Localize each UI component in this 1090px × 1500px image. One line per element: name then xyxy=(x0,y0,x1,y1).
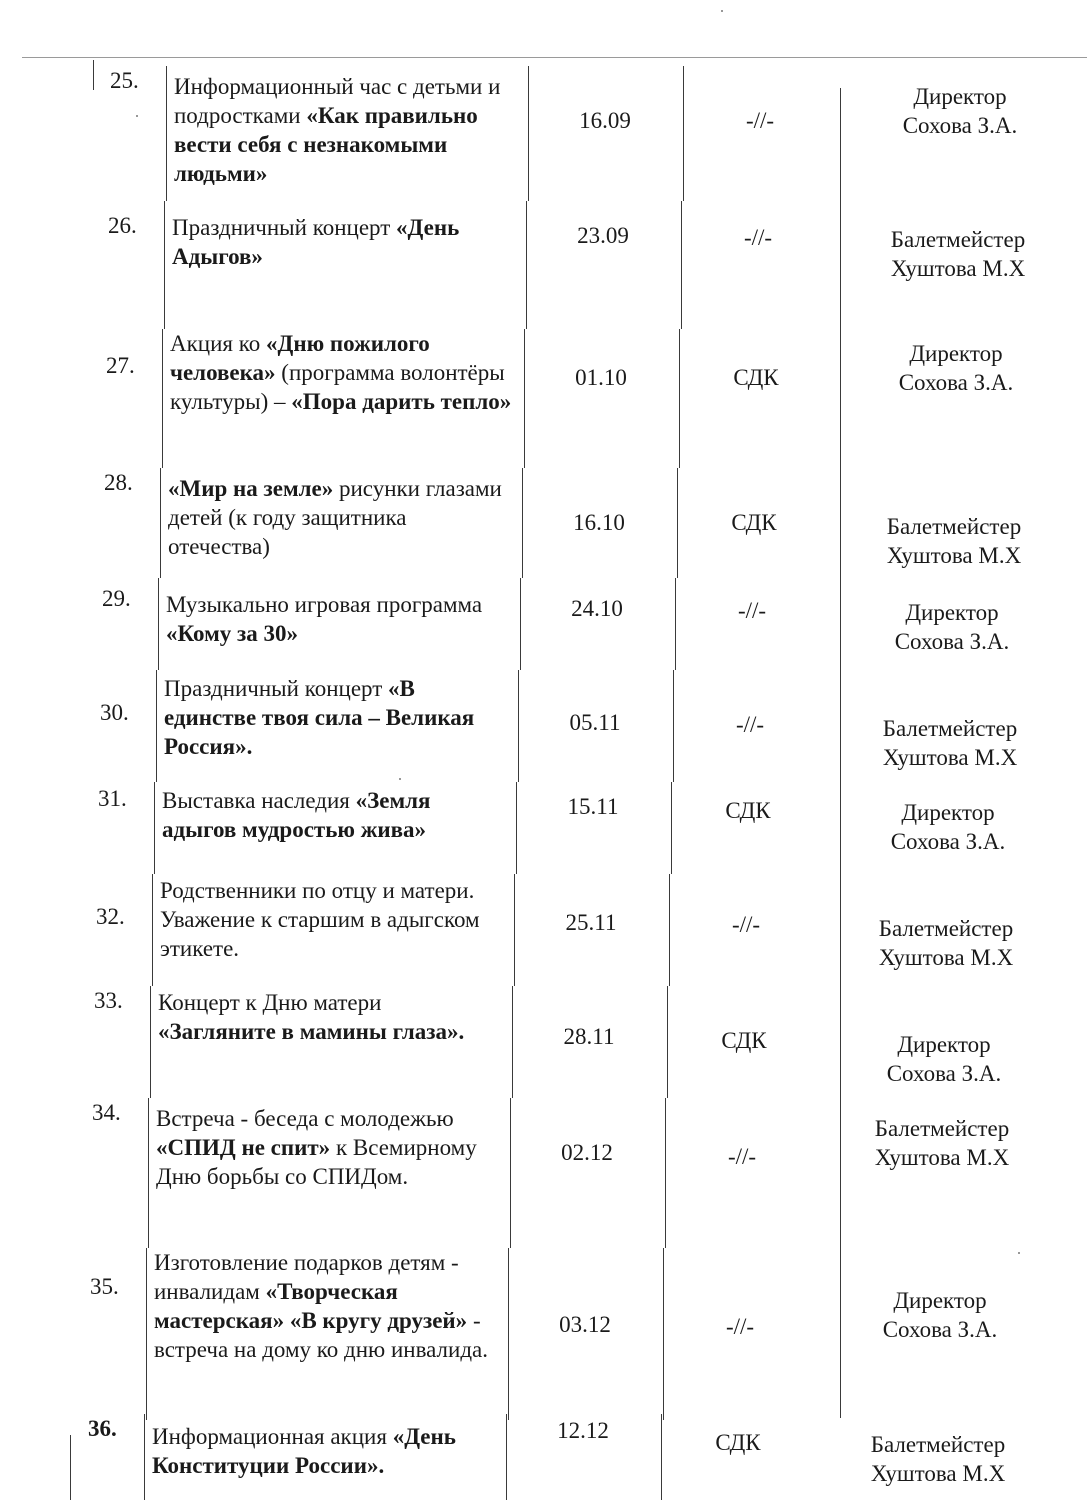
event-date: 05.11 xyxy=(569,710,621,735)
event-date: 12.12 xyxy=(557,1418,609,1443)
responsible-name: Хуштова М.Х xyxy=(882,745,1018,770)
responsible-name: Хуштова М.Х xyxy=(874,1145,1010,1170)
event-title-text: (программа волонтёры культуры) – xyxy=(170,360,505,414)
event-title-text: Праздничный концерт xyxy=(164,676,389,701)
responsible-role: Балетмейстер xyxy=(878,916,1014,941)
responsible-person xyxy=(850,714,1050,772)
responsible-name: Сохова З.А. xyxy=(894,629,1010,654)
event-date: 03.12 xyxy=(559,1312,611,1337)
row-number: 36. xyxy=(88,1416,117,1441)
column-divider xyxy=(514,874,515,986)
column-divider xyxy=(524,329,525,468)
event-title xyxy=(174,72,519,188)
event-title-text: Изготовление подарков детям - инвалидам xyxy=(154,1250,459,1304)
table-row xyxy=(0,986,1090,1098)
responsible-person xyxy=(858,225,1058,283)
row-number: 26. xyxy=(108,213,137,238)
event-title xyxy=(170,329,515,416)
responsible-person xyxy=(840,1286,1040,1344)
event-title-text: Встреча - беседа с молодежью xyxy=(156,1106,454,1131)
event-place: -//- xyxy=(737,598,767,623)
event-place: СДК xyxy=(715,1430,761,1455)
column-divider xyxy=(673,670,674,782)
event-title-bold: «В кругу друзей» xyxy=(289,1308,468,1333)
event-title-bold: «День Конституции России». xyxy=(152,1424,456,1478)
column-divider xyxy=(681,201,682,329)
column-divider xyxy=(512,986,513,1098)
column-divider xyxy=(526,201,527,329)
column-divider xyxy=(669,874,670,986)
column-divider xyxy=(160,468,161,578)
column-divider xyxy=(150,986,151,1098)
responsible-role: Директор xyxy=(913,84,1007,109)
row-number: 25. xyxy=(110,68,139,93)
event-title xyxy=(164,674,509,761)
event-title-text: Акция ко xyxy=(170,331,266,356)
event-date: 16.09 xyxy=(579,108,631,133)
responsible-role: Балетмейстер xyxy=(874,1116,1010,1141)
event-title-text: Информационная акция xyxy=(152,1424,393,1449)
event-title xyxy=(172,213,517,271)
table-row xyxy=(0,1248,1090,1420)
row-number: 29. xyxy=(102,586,131,611)
event-title-bold: «Кому за 30» xyxy=(166,621,299,646)
column-divider xyxy=(671,782,672,874)
scan-speck xyxy=(721,10,723,12)
event-title-text: Выставка наследия xyxy=(162,788,356,813)
responsible-role: Балетмейстер xyxy=(870,1432,1006,1457)
responsible-person xyxy=(860,82,1060,140)
responsible-name: Хуштова М.Х xyxy=(890,256,1026,281)
event-title-bold: «Загляните в мамины глаза». xyxy=(158,1019,465,1044)
row-number: 35. xyxy=(90,1274,119,1299)
event-title-text: Родственники по отцу и матери. Уважение к старшим в адыгском этикете. xyxy=(160,878,480,961)
responsible-name: Сохова З.А. xyxy=(886,1061,1002,1086)
responsible-role: Балетмейстер xyxy=(890,227,1026,252)
row-number: 30. xyxy=(100,700,129,725)
column-divider xyxy=(679,329,680,468)
column-divider xyxy=(164,201,165,329)
event-title xyxy=(154,1248,499,1364)
event-title xyxy=(160,876,505,963)
responsible-role: Директор xyxy=(897,1032,991,1057)
event-place: СДК xyxy=(731,510,777,535)
responsible-name: Сохова З.А. xyxy=(902,113,1018,138)
responsible-person xyxy=(852,598,1052,656)
event-date: 01.10 xyxy=(575,365,627,390)
responsible-person xyxy=(846,914,1046,972)
event-title-text: рисунки глазами детей (к году защитника отечества) xyxy=(168,476,502,559)
table-row xyxy=(0,468,1090,578)
responsible-person xyxy=(842,1114,1042,1172)
column-divider xyxy=(683,66,684,201)
event-title-bold: «Земля адыгов мудростью жива» xyxy=(162,788,431,842)
column-divider xyxy=(665,1098,666,1248)
event-place: СДК xyxy=(733,365,779,390)
column-divider xyxy=(162,329,163,468)
event-date: 02.12 xyxy=(561,1140,613,1165)
column-divider xyxy=(528,66,529,201)
event-title xyxy=(152,1422,497,1480)
responsible-role: Директор xyxy=(893,1288,987,1313)
column-divider xyxy=(516,782,517,874)
row-number: 34. xyxy=(92,1100,121,1125)
event-place: -//- xyxy=(731,912,761,937)
event-place: -//- xyxy=(735,712,765,737)
row-number: 32. xyxy=(96,904,125,929)
event-place: СДК xyxy=(721,1028,767,1053)
column-divider xyxy=(146,1248,147,1420)
event-title xyxy=(166,590,511,648)
row-number: 27. xyxy=(106,353,135,378)
responsible-name: Хуштова М.Х xyxy=(886,543,1022,568)
column-divider xyxy=(520,578,521,670)
column-divider xyxy=(156,670,157,782)
event-date: 28.11 xyxy=(563,1024,615,1049)
event-title-text: к Всемирному Дню борьбы со СПИДом. xyxy=(156,1135,477,1189)
row-number: 31. xyxy=(98,786,127,811)
table-row xyxy=(0,66,1090,201)
event-title-text: Концерт к Дню матери xyxy=(158,990,382,1015)
event-title-bold: «День Адыгов» xyxy=(172,215,460,269)
event-place: -//- xyxy=(745,108,775,133)
event-title-bold: «В единстве твоя сила – Великая Россия». xyxy=(164,676,475,759)
responsible-name: Сохова З.А. xyxy=(898,370,1014,395)
column-divider xyxy=(152,874,153,986)
responsible-name: Сохова З.А. xyxy=(890,829,1006,854)
row-number: 28. xyxy=(104,470,133,495)
event-place: -//- xyxy=(743,225,773,250)
event-place: -//- xyxy=(727,1144,757,1169)
event-title-bold: «Мир на земле» xyxy=(168,476,334,501)
responsible-name: Хуштова М.Х xyxy=(878,945,1014,970)
table-row xyxy=(0,782,1090,874)
event-place: СДК xyxy=(725,798,771,823)
event-title-bold: «СПИД не спит» xyxy=(156,1135,331,1160)
column-divider xyxy=(144,1414,145,1500)
event-place: -//- xyxy=(725,1314,755,1339)
event-title-bold: «Творческая мастерская» xyxy=(154,1279,398,1333)
event-title xyxy=(168,474,513,561)
event-date: 16.10 xyxy=(573,510,625,535)
column-divider xyxy=(154,782,155,874)
table-row xyxy=(0,1098,1090,1248)
responsible-role: Балетмейстер xyxy=(886,514,1022,539)
event-title xyxy=(156,1104,501,1191)
column-divider xyxy=(158,578,159,670)
top-rule xyxy=(22,57,1087,58)
event-title-text: - встреча на дому ко дню инвалида. xyxy=(154,1308,488,1362)
responsible-role: Директор xyxy=(901,800,995,825)
column-divider xyxy=(166,66,167,201)
column-divider xyxy=(506,1414,507,1500)
event-title-text: Музыкально игровая программа xyxy=(166,592,483,617)
table-row xyxy=(0,874,1090,986)
table-row xyxy=(0,578,1090,670)
responsible-person xyxy=(838,1430,1038,1488)
event-title-text: Праздничный концерт xyxy=(172,215,397,240)
event-title-bold: «Пора дарить тепло» xyxy=(291,389,512,414)
responsible-role: Директор xyxy=(909,341,1003,366)
column-divider xyxy=(677,468,678,578)
column-divider xyxy=(675,578,676,670)
event-date: 24.10 xyxy=(571,596,623,621)
responsible-person xyxy=(856,339,1056,397)
column-divider xyxy=(510,1098,511,1248)
event-title-text: Информационный час с детьми и подростками xyxy=(174,74,501,128)
event-title-bold: «Дню пожилого человека» xyxy=(170,331,430,385)
event-date: 15.11 xyxy=(567,794,619,819)
responsible-person xyxy=(848,798,1048,856)
event-title xyxy=(162,786,507,844)
table-row xyxy=(0,329,1090,468)
responsible-name: Сохова З.А. xyxy=(882,1317,998,1342)
event-date: 23.09 xyxy=(577,223,629,248)
responsible-person xyxy=(844,1030,1044,1088)
column-divider xyxy=(667,986,668,1098)
responsible-role: Директор xyxy=(905,600,999,625)
event-title xyxy=(158,988,503,1046)
column-divider xyxy=(663,1248,664,1420)
column-divider xyxy=(522,468,523,578)
table-row xyxy=(0,670,1090,782)
event-date: 25.11 xyxy=(565,910,617,935)
row-number: 33. xyxy=(94,988,123,1013)
table-row xyxy=(0,201,1090,329)
table-row xyxy=(0,1414,1090,1500)
column-divider xyxy=(518,670,519,782)
column-divider xyxy=(148,1098,149,1248)
responsible-name: Хуштова М.Х xyxy=(870,1461,1006,1486)
responsible-person xyxy=(854,512,1054,570)
responsible-role: Балетмейстер xyxy=(882,716,1018,741)
column-divider xyxy=(508,1248,509,1420)
event-title-bold: «Как правильно вести себя с незнакомыми людьми» xyxy=(174,103,478,186)
column-divider xyxy=(661,1414,662,1500)
